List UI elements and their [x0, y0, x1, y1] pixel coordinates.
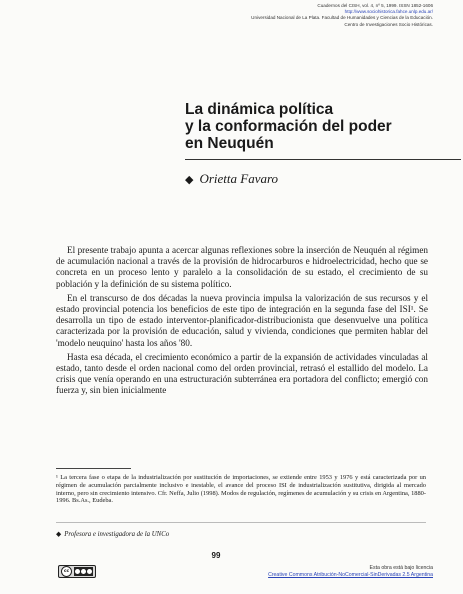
- header-citation: Cuadernos del CISH, vol. 4, nº 5, 1999. ISSN 1852-1606: [317, 3, 433, 8]
- by-icon: [75, 569, 80, 574]
- header-centre: Centro de Investigaciones Socio Históricas.: [344, 21, 433, 27]
- license-notice: [183, 565, 433, 579]
- affiliation-text: Profesora e investigadora de la UNCo: [64, 531, 170, 538]
- body-paragraph-3: Hasta esa década, el crecimiento económico a partir de la expansión de actividades vinculadas al estado, tanto desde el orden nacional como del orden provincial, retrasó el estallido del modelo. La crisis que venía operando en una estructuración subterránea era portadora del conflicto; emergió con fuerza y, sin bien inicialmente: [56, 351, 428, 396]
- article-title: [185, 101, 445, 152]
- footnote-rule: [56, 468, 131, 469]
- license-link[interactable]: Creative Commons Atribución-NoComercial-SinDerivadas 2.5 Argentina: [268, 572, 433, 578]
- author-line: [185, 171, 445, 187]
- header-url-link[interactable]: http://www.sociohistorica.fahce.unlp.edu.ar/: [344, 9, 433, 15]
- author-name: Orietta Favaro: [199, 171, 279, 186]
- diamond-bullet-icon: ◆: [185, 173, 194, 186]
- nc-icon: [81, 569, 86, 574]
- sa-icon: [87, 569, 92, 574]
- title-line-2: y la conformación del poder: [185, 118, 392, 135]
- affiliation-rule: [56, 522, 426, 523]
- journal-header: [133, 3, 433, 28]
- cc-icon: cc: [61, 566, 72, 577]
- license-intro: Esta obra está bajo licencia: [369, 565, 433, 571]
- page-number: 99: [211, 551, 221, 560]
- cc-license-bar: [74, 567, 93, 576]
- footnote-1: ¹ La tercera fase o etapa de la industrialización por sustitución de importaciones, se extiende entre 1953 y 1976 y está caracterizada por un régimen de acumulación parcialmente inclusivo e inestable, el avance del proceso ISI de industrialización sustitutiva, dirigida al mercado interno, pero sin crecimiento intensivo. Cfr. Neffa, Julio (1998). Modos de regulación, regímenes de acumulación y su crisis en Argentina, 1880-1996. Bs.As., Eudeba.: [56, 474, 426, 505]
- header-university: Universidad Nacional de La Plata. Facultad de Humanidades y Ciencias de la Educación.: [251, 15, 433, 21]
- body-paragraph-2: En el transcurso de dos décadas la nueva provincia impulsa la valorización de sus recursos y el estado provincial potencia los beneficios de este tipo de integración en la segunda fase del ISI¹. Se desarrolla un tipo de estado interventor-planificador-distribucionista que desenvuelve una política caracterizada por la provisión de educación, salud y vivienda, condiciones que permiten hablar del 'modelo neuquino' hasta los años '80.: [56, 292, 428, 348]
- creative-commons-badge[interactable]: [58, 565, 96, 578]
- title-line-1: La dinámica política: [185, 101, 334, 118]
- title-line-3: en Neuquén: [185, 135, 274, 152]
- article-body: [56, 245, 428, 400]
- diamond-bullet-icon: ◆: [56, 530, 62, 538]
- body-paragraph-1: El presente trabajo apunta a acercar algunas reflexiones sobre la inserción de Neuquén al régimen de acumulación nacional a través de la provisión de hidrocarburos e hidroelectricidad, hecho que se concreta en un proceso lento y paralelo a la consolidación de su estado, el crecimiento de su población y la definición de su sistema político.: [56, 245, 428, 289]
- author-affiliation: [56, 530, 426, 539]
- title-rule: [185, 159, 461, 160]
